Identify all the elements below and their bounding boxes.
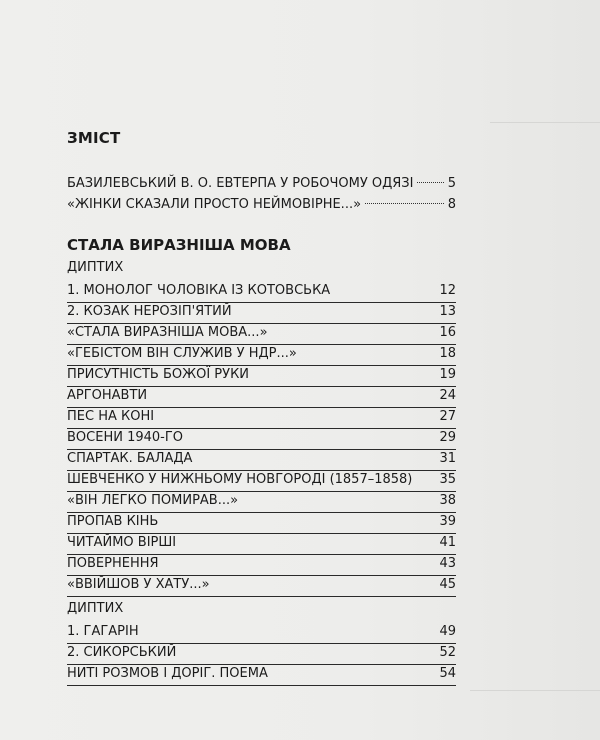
entry-title: ШЕВЧЕНКО У НИЖНЬОМУ НОВГОРОДІ (1857–1858)	[67, 472, 413, 487]
entry-title: 1. МОНОЛОГ ЧОЛОВІКА ІЗ КОТОВСЬКА	[67, 283, 331, 298]
toc-entry[interactable]	[67, 555, 456, 576]
entry-title: ПРОПАВ КІНЬ	[67, 514, 159, 529]
entry-page: 43	[439, 556, 456, 571]
section-title: СТАЛА ВИРАЗНІША МОВА	[67, 236, 291, 254]
toc-entry[interactable]	[67, 282, 456, 303]
entry-page: 54	[439, 666, 456, 681]
toc-entry[interactable]	[67, 303, 456, 324]
entry-page: 31	[439, 451, 456, 466]
toc-entry[interactable]	[67, 387, 456, 408]
toc-entry[interactable]	[67, 471, 456, 492]
entry-title: 2. СИКОРСЬКИЙ	[67, 645, 177, 660]
toc-entry[interactable]	[67, 513, 456, 534]
toc-entry[interactable]	[67, 408, 456, 429]
entry-title: НИТІ РОЗМОВ І ДОРІГ. ПОЕМА	[67, 666, 268, 681]
toc-entry[interactable]	[67, 324, 456, 345]
entry-title: ПЕС НА КОНІ	[67, 409, 155, 424]
entry-title: «ГЕБІСТОМ ВІН СЛУЖИВ У НДР...»	[67, 346, 297, 361]
entry-page: 13	[439, 304, 456, 319]
entry-title: ПРИСУТНІСТЬ БОЖОЇ РУКИ	[67, 367, 250, 382]
toc-entry[interactable]	[67, 196, 456, 216]
dot-leader	[417, 182, 443, 183]
toc-title: ЗМІСТ	[67, 129, 121, 147]
toc-entry[interactable]	[67, 366, 456, 387]
entry-page: 16	[439, 325, 456, 340]
entry-page: 27	[439, 409, 456, 424]
entry-title: АРГОНАВТИ	[67, 388, 148, 403]
toc-entry[interactable]	[67, 450, 456, 471]
entry-page: 52	[439, 645, 456, 660]
entry-page: 8	[447, 197, 456, 212]
dot-leader	[365, 203, 444, 204]
entry-title: СПАРТАК. БАЛАДА	[67, 451, 193, 466]
toc-entry[interactable]	[67, 175, 456, 195]
toc-entry[interactable]	[67, 576, 456, 597]
toc-entry[interactable]	[67, 345, 456, 366]
entry-page: 5	[447, 176, 456, 191]
subhead-diptych: ДИПТИХ	[67, 260, 124, 275]
entry-title: ВОСЕНИ 1940-ГО	[67, 430, 184, 445]
entry-page: 41	[439, 535, 456, 550]
toc-entry[interactable]	[67, 623, 456, 644]
entry-page: 38	[439, 493, 456, 508]
entry-page: 29	[439, 430, 456, 445]
entry-title: «ВВІЙШОВ У ХАТУ...»	[67, 577, 210, 592]
entry-title: БАЗИЛЕВСЬКИЙ В. О. ЕВТЕРПА У РОБОЧОМУ ОДЯЗІ	[67, 176, 414, 191]
entry-page: 12	[439, 283, 456, 298]
toc-entry[interactable]	[67, 534, 456, 555]
entry-page: 39	[439, 514, 456, 529]
entry-title: «ЖІНКИ СКАЗАЛИ ПРОСТО НЕЙМОВІРНЕ...»	[67, 197, 362, 212]
toc-entry[interactable]	[67, 665, 456, 686]
entry-title: ПОВЕРНЕННЯ	[67, 556, 159, 571]
entry-page: 24	[439, 388, 456, 403]
toc-entry[interactable]	[67, 429, 456, 450]
toc-entry[interactable]	[67, 644, 456, 665]
entry-title: ЧИТАЙМО ВІРШІ	[67, 535, 177, 550]
entry-title: «СТАЛА ВИРАЗНІША МОВА...»	[67, 325, 268, 340]
entry-page: 49	[439, 624, 456, 639]
entry-title: 1. ГАГАРІН	[67, 624, 139, 639]
toc-entry[interactable]	[67, 492, 456, 513]
subhead-diptych: ДИПТИХ	[67, 601, 124, 616]
entry-page: 19	[439, 367, 456, 382]
entry-page: 35	[439, 472, 456, 487]
faint-line	[470, 690, 600, 691]
entry-title: 2. КОЗАК НЕРОЗІП'ЯТИЙ	[67, 304, 232, 319]
entry-page: 18	[439, 346, 456, 361]
entry-title: «ВІН ЛЕГКО ПОМИРАВ...»	[67, 493, 239, 508]
entry-page: 45	[439, 577, 456, 592]
faint-line	[490, 122, 600, 123]
